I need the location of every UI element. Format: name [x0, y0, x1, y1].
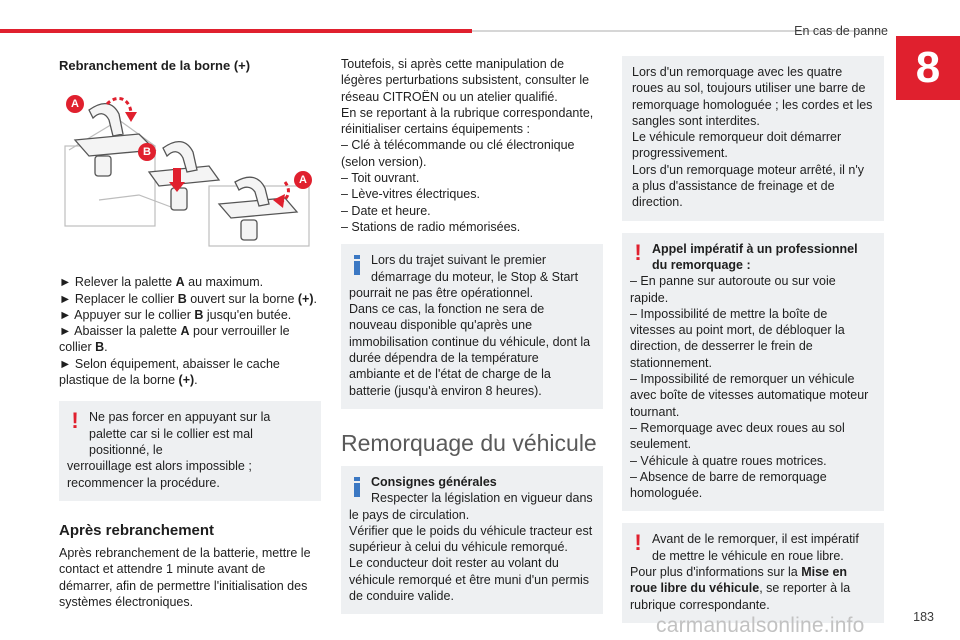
section-title: Remorquage du véhicule [341, 429, 597, 456]
step-3: ► Appuyer sur le collier B jusqu'en butée. [59, 307, 292, 322]
procedure-steps [59, 274, 321, 388]
column-2 [341, 56, 603, 614]
info-box: Consignes générales Respecter la législation en vigueur dans le pays de circulation. Vérifier que le poids du véhicule tracteur est supérieur à celui du véhicule remorqué. Le conducteur doit rester au volant du véhicule remorqué et être muni d'un permis de conduire valide. [341, 466, 603, 614]
terminal-clamp-drawing [59, 90, 321, 260]
header-accent-bar [0, 29, 472, 33]
step-1: ► Relever la palette A au maximum. [59, 275, 264, 290]
list-item: – Impossibilité de mettre la boîte de vitesses au point mort, de débloquer la direction, de desserrer le frein de stationnement. [630, 306, 845, 370]
battery-terminal-illustration [59, 90, 321, 260]
list-item: – Véhicule à quatre roues motrices. [630, 453, 827, 468]
label-B: B [143, 146, 151, 159]
step-4: ► Abaisser la palette A pour verrouiller le collier B. [59, 324, 290, 355]
paragraph: Toutefois, si après cette manipulation de légères perturbations subsistent, consulter le réseau CITROËN ou un atelier qualifié. [341, 57, 590, 104]
list-item: – Stations de radio mémorisées. [341, 219, 521, 234]
warning-box: ! Ne pas forcer en appuyant sur la palette car si le collier est mal positionné, le verrouillage est alors impossible ; recommencer la procédure. [59, 401, 321, 500]
list-item: – Impossibilité de remorquer un véhicule avec boîte de vitesses automatique moteur tournant. [630, 372, 869, 419]
warning-box: ! Avant de le remorquer, il est impératif de mettre le véhicule en roue libre. Pour plus d'informations sur la Mise en roue libre du véhicule, se reporter à la rubrique correspondante. [622, 523, 884, 622]
column-3 [622, 56, 884, 623]
list-item: – Clé à télécommande ou clé électronique (selon version). [341, 138, 575, 169]
list-item: – Remorquage avec deux roues au sol seulement. [630, 420, 845, 452]
label-A-top: A [71, 98, 79, 111]
info-icon [349, 475, 365, 497]
chapter-number-tab: 8 [896, 36, 960, 100]
subheading: Après rebranchement [59, 521, 215, 539]
warning-box: ! Appel impératif à un professionnel du remorquage : – En panne sur autoroute ou sur voie rapide. – Impossibilité de mettre la boîte de vitesses au point mort, de débloquer la direction, de desserrer le frein de stationnement. – Impossibilité de remorquer un véhicule avec boîte de vitesses automatique moteur tournant. – Remorquage avec deux roues au sol seulement. – Véhicule à quatre roues motrices. – Absence de barre de remorquage homologuée. [622, 233, 884, 512]
column-1 [59, 56, 321, 610]
paragraph: En se reportant à la rubrique correspondante, réinitialiser certains équipements : [341, 105, 594, 137]
step-2: ► Replacer le collier B ouvert sur la borne (+). [59, 291, 317, 306]
list-item: – Absence de barre de remorquage homologuée. [630, 469, 827, 501]
section-heading: Rebranchement de la borne (+) [59, 58, 251, 73]
info-icon [349, 253, 365, 275]
list-item: – Date et heure. [341, 203, 431, 218]
list-item: – En panne sur autoroute ou sur voie rapide. [630, 274, 836, 305]
step-5: ► Selon équipement, abaisser le cache plastique de la borne (+). [59, 356, 280, 388]
list-item: – Lève-vitres électriques. [341, 187, 480, 202]
info-box: Lors du trajet suivant le premier démarrage du moteur, le Stop & Start pourrait ne pas être opérationnel. Dans ce cas, la fonction ne sera de nouveau disponible qu'après une immobilisation continue du véhicule, dont la durée dépendra de la température ambiante et de l'état de charge de la batterie (jusqu'à environ 8 heures). [341, 244, 603, 409]
info-panel: Lors d'un remorquage avec les quatre roues au sol, toujours utiliser une barre de remorquage homologuée ; les cordes et les sangles sont interdites. Le véhicule remorqueur doit démarrer progressivement. Lors d'un remorquage moteur arrêté, il n'y a plus d'assistance de freinage et de direction. [622, 56, 884, 221]
watermark: carmanualsonline.info [656, 614, 865, 637]
chapter-title: En cas de panne [794, 24, 888, 38]
warning-icon: ! [71, 408, 79, 434]
reset-list [341, 137, 603, 235]
label-A-bottom: A [299, 174, 307, 187]
list-item: – Toit ouvrant. [341, 171, 420, 186]
page-number: 183 [913, 610, 934, 624]
warning-icon: ! [634, 239, 642, 265]
warning-icon: ! [634, 530, 642, 556]
paragraph: Après rebranchement de la batterie, mettre le contact et attendre 1 minute avant de démarrer, afin de permettre l'initialisation des systèmes électroniques. [59, 546, 311, 610]
